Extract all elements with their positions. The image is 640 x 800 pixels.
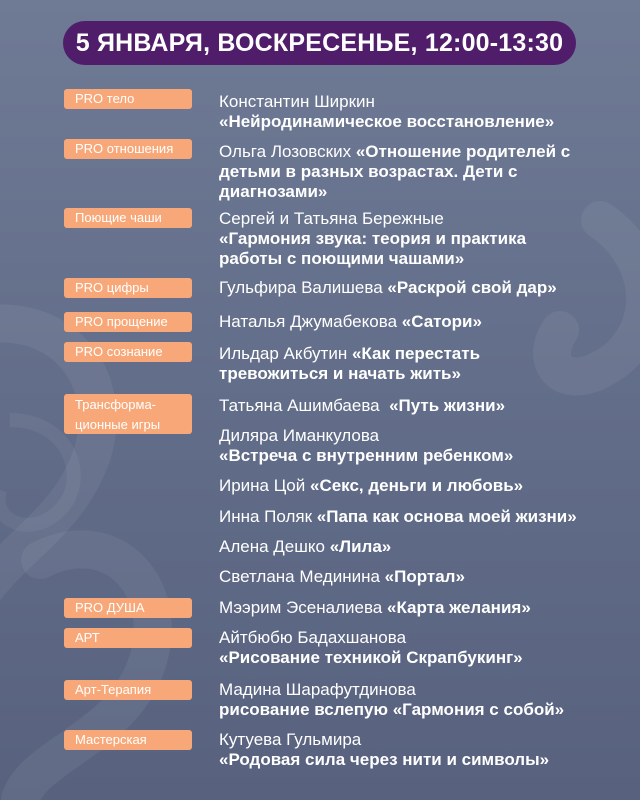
schedule-entry <box>219 344 539 384</box>
speaker-name: Инна Поляк <box>219 507 313 526</box>
speaker-name: Наталья Джумабекова <box>219 312 398 331</box>
session-title: «Секс, деньги и любовь» <box>310 476 524 495</box>
schedule-entry <box>219 476 619 496</box>
speaker-name: Ильдар Акбутин <box>219 344 348 363</box>
speaker-name: Ирина Цой <box>219 476 306 495</box>
page-title: 5 ЯНВАРЯ, ВОСКРЕСЕНЬЕ, 12:00-13:30 <box>63 21 576 65</box>
session-title: «Папа как основа моей жизни» <box>316 507 577 526</box>
category-pro-soul: PRO ДУША <box>64 598 192 618</box>
speaker-name: Алена Дешко <box>219 537 325 556</box>
session-title: «Путь жизни» <box>389 396 506 415</box>
session-title: «Встреча с внутренним ребенком» <box>219 446 514 465</box>
session-title: «Сатори» <box>401 312 482 331</box>
speaker-name: Сергей и Татьяна Бережные <box>219 209 444 228</box>
session-title: «Карта желания» <box>386 598 531 617</box>
schedule-entry <box>219 628 619 668</box>
schedule-entry <box>219 730 619 770</box>
category-workshop: Мастерская <box>64 730 192 750</box>
category-pro-consciousness: PRO сознание <box>64 342 192 362</box>
category-pro-relationships: PRO отношения <box>64 139 192 159</box>
session-title: «Нейродинамическое восстановление» <box>219 112 555 131</box>
category-transformational-games <box>64 394 192 434</box>
category-singing-bowls: Поющие чаши <box>64 208 192 228</box>
speaker-name: Айтбюбю Бадахшанова <box>219 628 407 647</box>
category-pro-forgiveness: PRO прощение <box>64 312 192 332</box>
category-pro-numbers: PRO цифры <box>64 278 192 298</box>
category-pro-body: PRO тело <box>64 89 192 109</box>
schedule-entry <box>219 537 619 557</box>
schedule-entry <box>219 507 619 527</box>
schedule-entry <box>219 680 619 720</box>
schedule-entry <box>219 426 619 466</box>
schedule-entry <box>219 92 619 132</box>
speaker-name: Мадина Шарафутдинова <box>219 680 416 699</box>
speaker-name: Гульфира Валишева <box>219 278 383 297</box>
session-title: «Портал» <box>384 567 465 586</box>
speaker-name: Константин Ширкин <box>219 92 375 111</box>
speaker-name: Светлана Мединина <box>219 567 380 586</box>
speaker-name: Мээрим Эсеналиева <box>219 598 383 617</box>
session-title: «Отношение родителей с детьми в разных возрастах. Дети с диагнозами» <box>219 142 571 201</box>
schedule-entry <box>219 567 619 587</box>
speaker-name: Диляра Иманкулова <box>219 426 380 445</box>
category-label: Трансформа- ционные игры <box>75 397 161 432</box>
session-title: «Раскрой свой дар» <box>387 278 557 297</box>
session-title: «Лила» <box>329 537 392 556</box>
schedule-entry <box>219 312 619 332</box>
speaker-name: Кутуева Гульмира <box>219 730 362 749</box>
category-art-therapy: Арт-Терапия <box>64 680 192 700</box>
session-title: «Гармония звука: теория и практика работы с поющими чашами» <box>219 229 527 268</box>
session-title: рисование вслепую «Гармония с собой» <box>219 700 565 719</box>
schedule-entry <box>219 278 619 298</box>
category-art: АРТ <box>64 628 192 648</box>
schedule-entry <box>219 209 619 269</box>
speaker-name: Татьяна Ашимбаева <box>219 396 380 415</box>
session-title: «Родовая сила через нити и символы» <box>219 750 550 769</box>
speaker-name: Ольга Лозовских <box>219 142 352 161</box>
session-title: «Рисование техникой Скрапбукинг» <box>219 648 523 667</box>
schedule-entry <box>219 142 619 202</box>
schedule-entry <box>219 396 619 416</box>
schedule-entry <box>219 598 619 618</box>
session-title: «Как перестать тревожиться и начать жить» <box>219 344 481 383</box>
